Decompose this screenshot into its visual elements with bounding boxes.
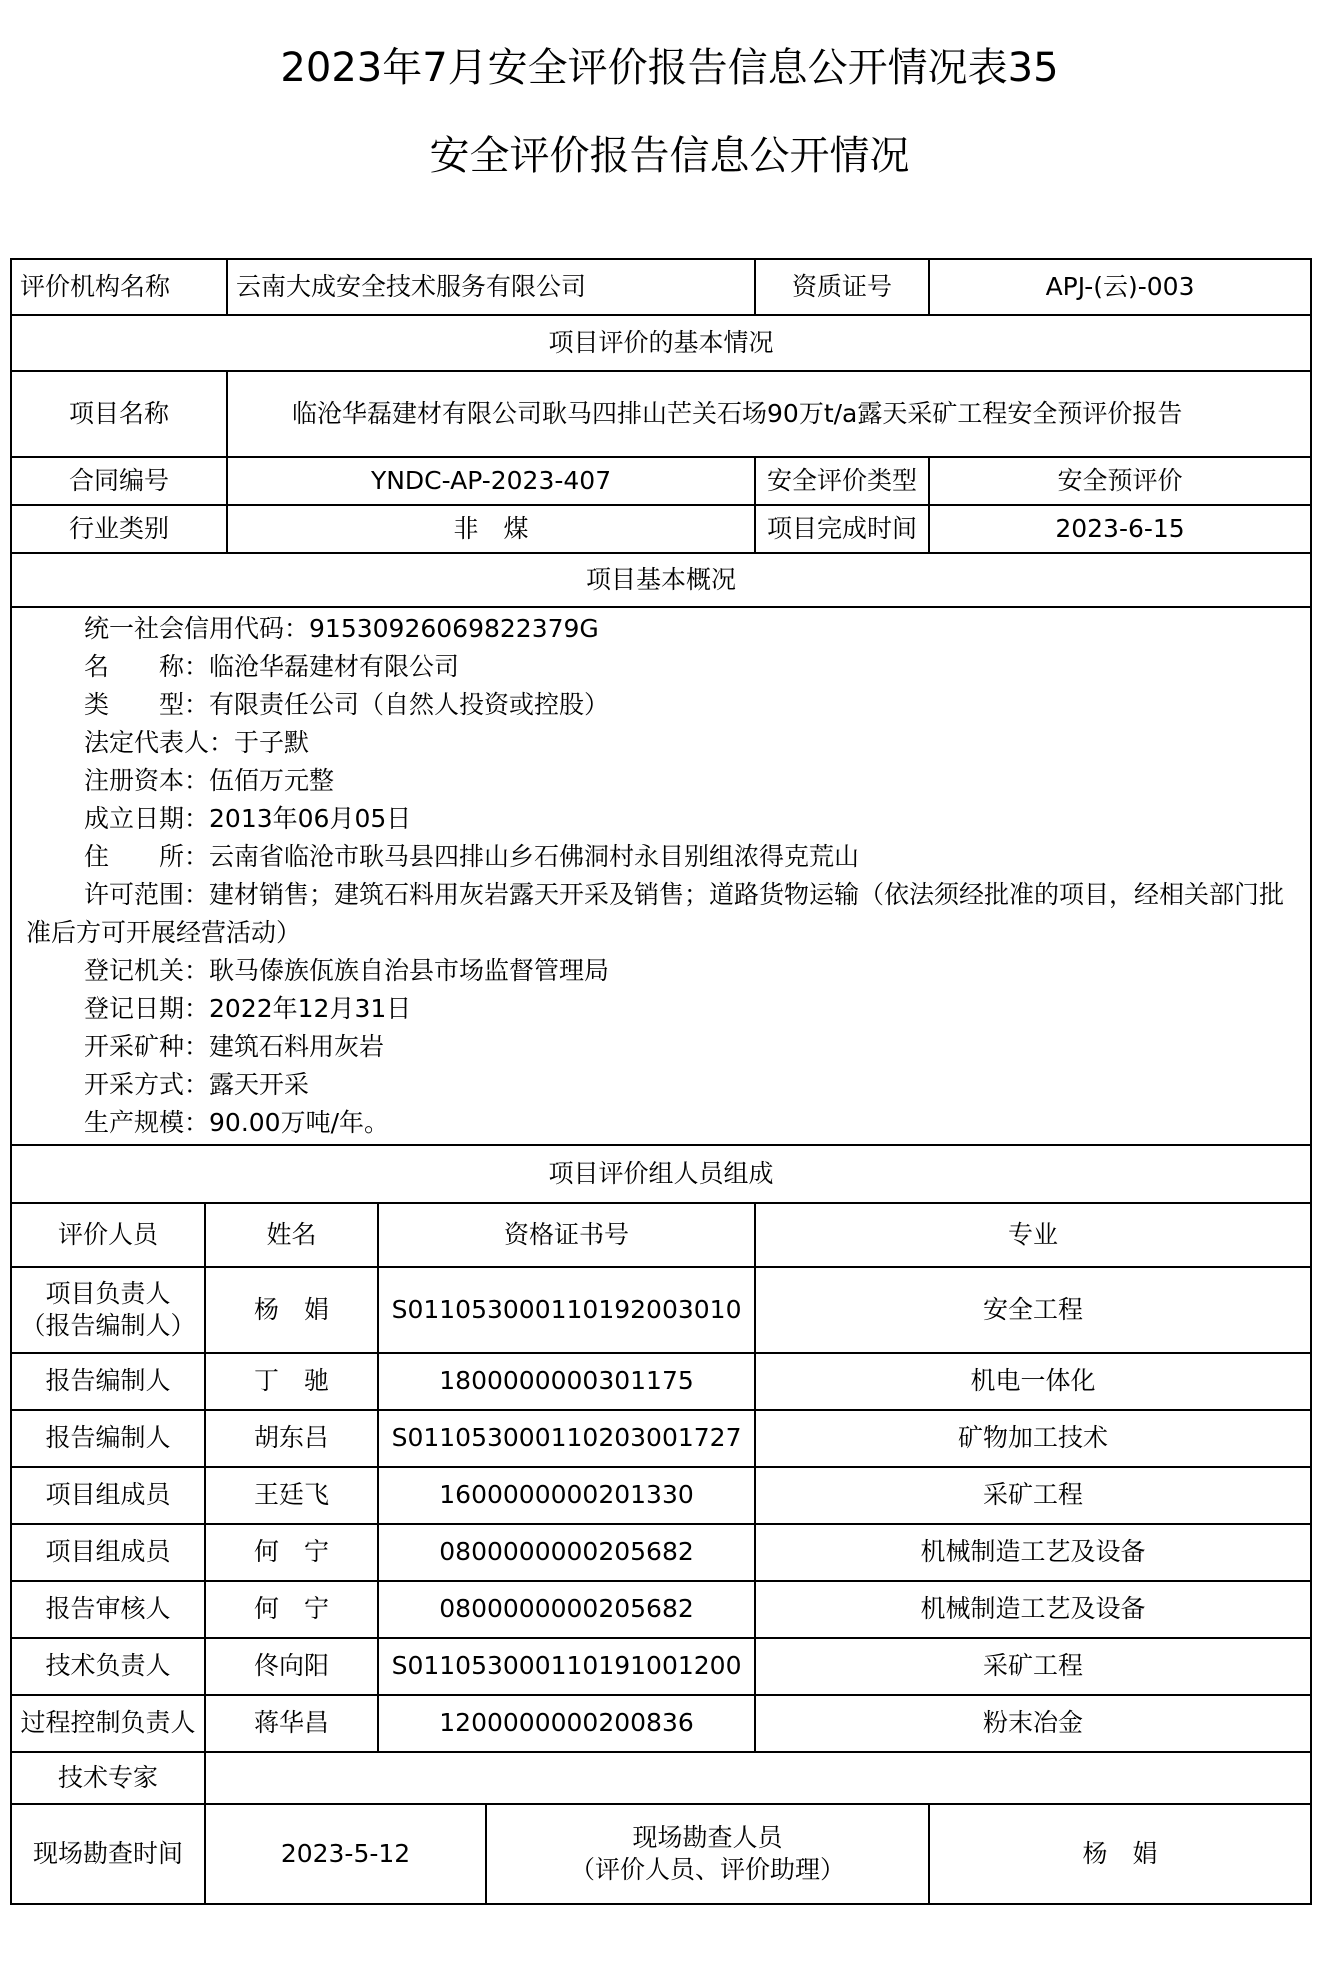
survey-staff-note: （评价人员、评价助理）	[570, 1855, 846, 1884]
company-name-label: 名 称：	[84, 652, 210, 681]
member-cert: 1800000000301175	[378, 1353, 755, 1410]
address-line	[26, 838, 1304, 876]
member-cert: 1200000000200836	[378, 1695, 755, 1752]
member-cert: S011053000110192003010	[378, 1267, 755, 1353]
mineral: 建筑石料用灰岩	[209, 1032, 385, 1061]
table-row	[11, 1581, 1311, 1638]
address-label: 住 所：	[84, 842, 210, 871]
table-row	[11, 1267, 1311, 1353]
cert-label: 资质证号	[755, 259, 929, 315]
member-major: 机械制造工艺及设备	[755, 1581, 1311, 1638]
agency-name: 云南大成安全技术服务有限公司	[227, 259, 755, 315]
member-role: 报告审核人	[11, 1581, 205, 1638]
document-subtitle: 安全评价报告信息公开情况	[429, 133, 910, 179]
table-row	[11, 1638, 1311, 1695]
credit-label: 统一社会信用代码：	[84, 614, 310, 643]
type-line	[26, 686, 1304, 724]
member-role: 项目组成员	[11, 1524, 205, 1581]
survey-staff-label-cell	[486, 1804, 929, 1904]
member-name: 何 宁	[205, 1524, 378, 1581]
member-name: 丁 驰	[205, 1353, 378, 1410]
member-major: 安全工程	[755, 1267, 1311, 1353]
document-title: 2023年7月安全评价报告信息公开情况表35	[280, 45, 1059, 91]
agency-name-label: 评价机构名称	[11, 259, 227, 315]
member-role: 报告编制人	[11, 1353, 205, 1410]
eval-type: 安全预评价	[929, 457, 1311, 505]
member-major: 采矿工程	[755, 1638, 1311, 1695]
member-cert: S011053000110203001727	[378, 1410, 755, 1467]
project-name-cell	[227, 371, 1311, 457]
industry: 非 煤	[227, 505, 755, 553]
project-name-label: 项目名称	[11, 371, 227, 457]
member-cert: S011053000110191001200	[378, 1638, 755, 1695]
member-role: 报告编制人	[11, 1410, 205, 1467]
scope-line	[26, 876, 1304, 952]
table-row	[11, 1524, 1311, 1581]
table-row	[11, 1467, 1311, 1524]
disclosure-table	[10, 258, 1312, 1905]
survey-time: 2023-5-12	[205, 1804, 486, 1904]
legal-rep: 于子默	[234, 728, 310, 757]
agency-row	[11, 259, 1311, 315]
method-label: 开采方式：	[84, 1070, 210, 1099]
member-cert: 1600000000201330	[378, 1467, 755, 1524]
member-major: 矿物加工技术	[755, 1410, 1311, 1467]
member-name: 何 宁	[205, 1581, 378, 1638]
scope: 建材销售；建筑石料用灰岩露天开采及销售；道路货物运输（依法须经批准的项目，经相关部门批准后方可开展经营活动）	[26, 880, 1285, 947]
method-line	[26, 1066, 1304, 1104]
mineral-label: 开采矿种：	[84, 1032, 210, 1061]
founded-line	[26, 800, 1304, 838]
scope-label: 许可范围：	[84, 880, 210, 909]
survey-time-label: 现场勘查时间	[11, 1804, 205, 1904]
authority: 耿马傣族佤族自治县市场监督管理局	[209, 956, 610, 985]
company-name: 临沧华磊建材有限公司	[209, 652, 460, 681]
scale: 90.00万吨/年。	[209, 1108, 390, 1137]
legal-rep-label: 法定代表人：	[84, 728, 235, 757]
member-name: 蒋华昌	[205, 1695, 378, 1752]
section-basic-title: 项目评价的基本情况	[11, 315, 1311, 371]
contract-row	[11, 457, 1311, 505]
reg-date: 2022年12月31日	[209, 994, 412, 1023]
member-role-text: 项目负责人 （报告编制人）	[20, 1278, 196, 1340]
project-name: 临沧华磊建材有限公司耿马四排山芒关石场90万t/a露天采矿工程安全预评价报告	[292, 398, 1183, 428]
capital: 伍佰万元整	[209, 766, 335, 795]
project-row	[11, 371, 1311, 457]
scale-line	[26, 1104, 1304, 1142]
survey-staff-label: 现场勘查人员	[632, 1822, 783, 1852]
cert-number: APJ-(云)-003	[929, 259, 1311, 315]
reg-date-label: 登记日期：	[84, 994, 210, 1023]
section-team-title: 项目评价组人员组成	[11, 1145, 1311, 1203]
member-name: 胡东吕	[205, 1410, 378, 1467]
eval-type-label: 安全评价类型	[755, 457, 929, 505]
section-overview-title: 项目基本概况	[11, 553, 1311, 607]
member-cert: 0800000000205682	[378, 1524, 755, 1581]
industry-row	[11, 505, 1311, 553]
member-name: 佟向阳	[205, 1638, 378, 1695]
member-name: 王廷飞	[205, 1467, 378, 1524]
header-cert: 资格证书号	[378, 1203, 755, 1267]
company-type: 有限责任公司（自然人投资或控股）	[209, 690, 610, 719]
finish-time: 2023-6-15	[929, 505, 1311, 553]
member-role	[11, 1267, 205, 1353]
member-cert: 0800000000205682	[378, 1581, 755, 1638]
member-name: 杨 娟	[205, 1267, 378, 1353]
address: 云南省临沧市耿马县四排山乡石佛洞村永目别组浓得克荒山	[209, 842, 860, 871]
member-role: 过程控制负责人	[11, 1695, 205, 1752]
contract-label: 合同编号	[11, 457, 227, 505]
reg-date-line	[26, 990, 1304, 1028]
founded-label: 成立日期：	[84, 804, 210, 833]
member-major: 机械制造工艺及设备	[755, 1524, 1311, 1581]
survey-staff: 杨 娟	[929, 1804, 1311, 1904]
member-major: 采矿工程	[755, 1467, 1311, 1524]
company-type-label: 类 型：	[84, 690, 210, 719]
table-row	[11, 1410, 1311, 1467]
expert-value	[205, 1752, 1311, 1804]
member-major: 粉末冶金	[755, 1695, 1311, 1752]
authority-label: 登记机关：	[84, 956, 210, 985]
header-major: 专业	[755, 1203, 1311, 1267]
header-role: 评价人员	[11, 1203, 205, 1267]
contract-number: YNDC-AP-2023-407	[227, 457, 755, 505]
rep-line	[26, 724, 1304, 762]
expert-row	[11, 1752, 1311, 1804]
table-row	[11, 1695, 1311, 1752]
company-summary	[11, 607, 1311, 1145]
method: 露天开采	[209, 1070, 310, 1099]
capital-line	[26, 762, 1304, 800]
finish-time-label: 项目完成时间	[755, 505, 929, 553]
table-row	[11, 1353, 1311, 1410]
capital-label: 注册资本：	[84, 766, 210, 795]
survey-row	[11, 1804, 1311, 1904]
industry-label: 行业类别	[11, 505, 227, 553]
founded-date: 2013年06月05日	[209, 804, 412, 833]
scale-label: 生产规模：	[84, 1108, 210, 1137]
member-role: 项目组成员	[11, 1467, 205, 1524]
member-role: 技术负责人	[11, 1638, 205, 1695]
team-header-row	[11, 1203, 1311, 1267]
authority-line	[26, 952, 1304, 990]
header-name: 姓名	[205, 1203, 378, 1267]
expert-label: 技术专家	[11, 1752, 205, 1804]
credit-line	[26, 610, 1304, 648]
mineral-line	[26, 1028, 1304, 1066]
name-line	[26, 648, 1304, 686]
member-major: 机电一体化	[755, 1353, 1311, 1410]
credit-code: 91530926069822379G	[309, 614, 599, 643]
